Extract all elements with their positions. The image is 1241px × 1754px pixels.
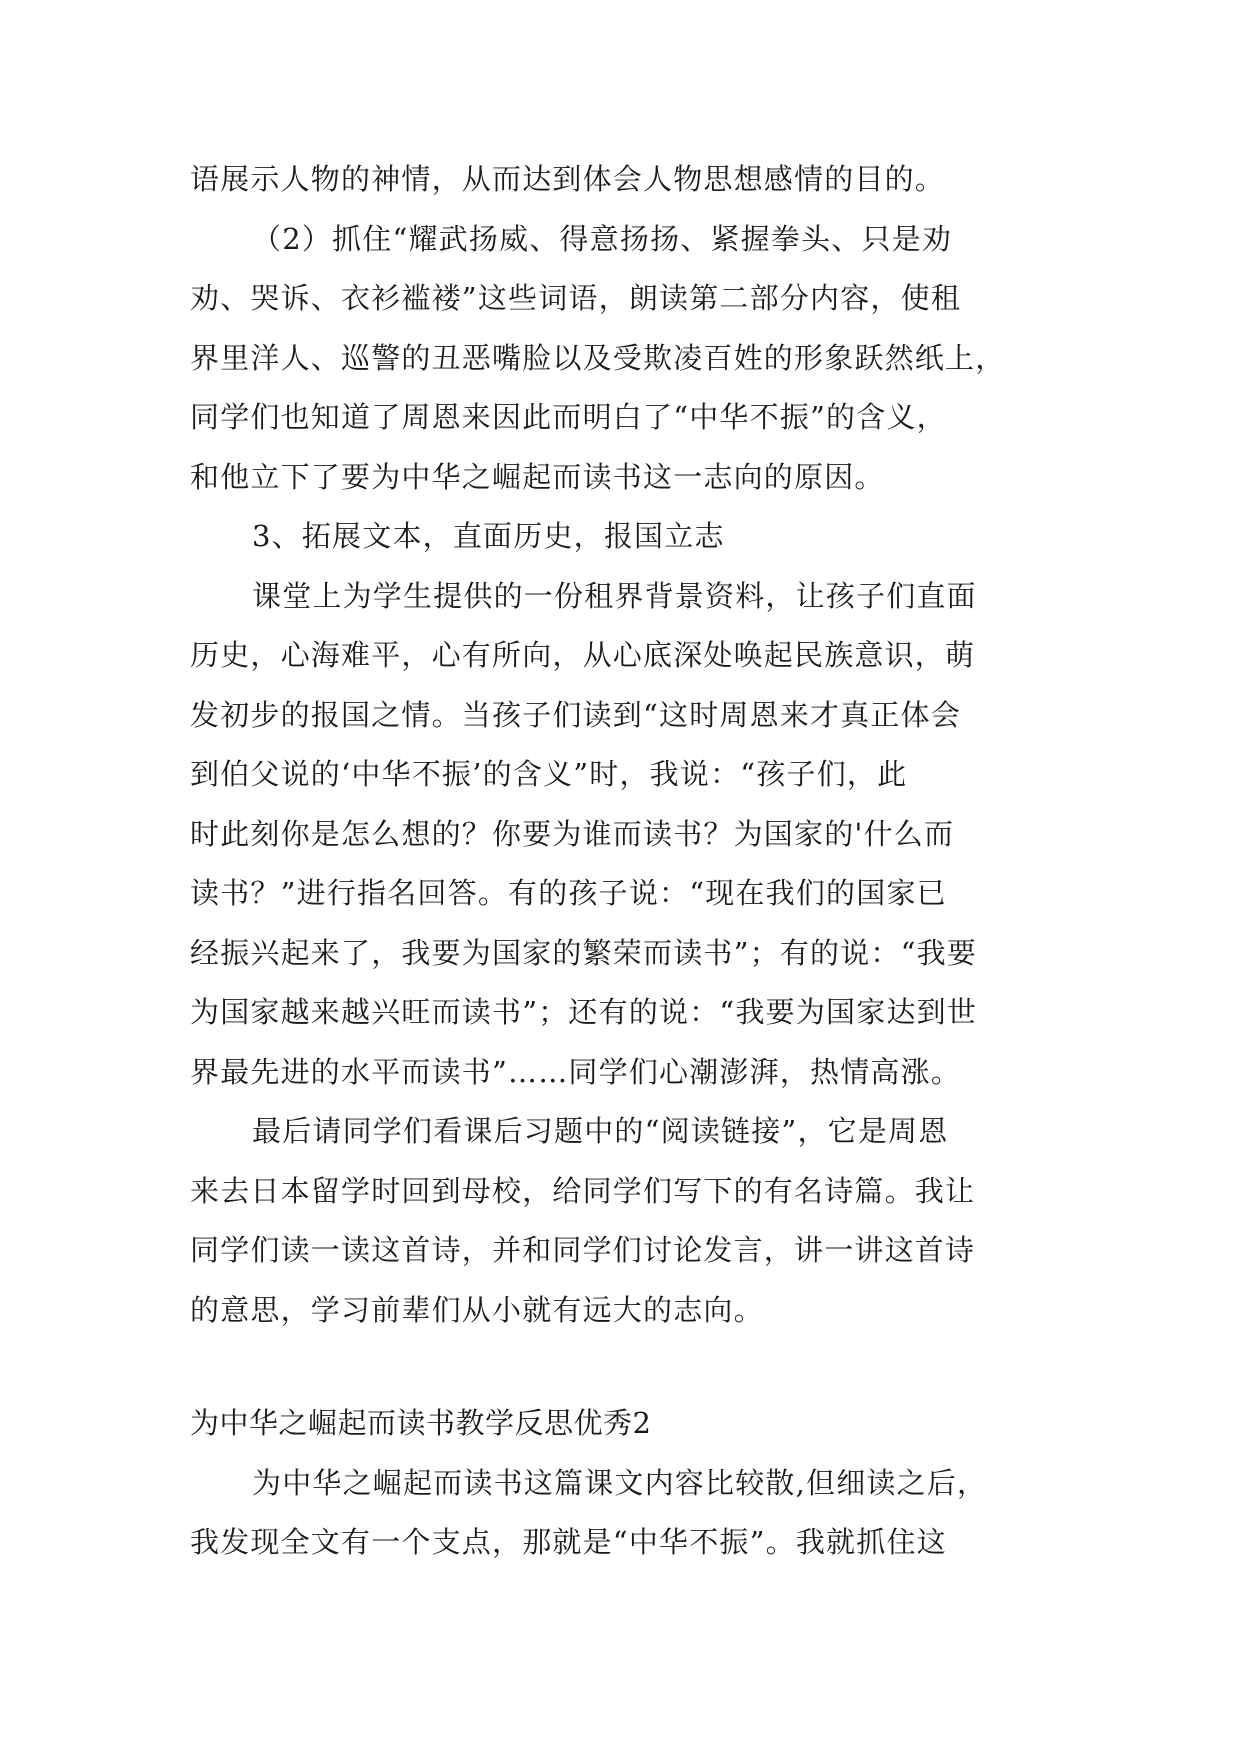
text-line: 来去日本留学时回到母校，给同学们写下的有名诗篇。我让: [190, 1173, 976, 1208]
text-line: 的意思，学习前辈们从小就有远大的志向。: [190, 1292, 764, 1327]
text-line: （2）抓住“耀武扬威、得意扬扬、紧握拳头、只是劝: [252, 221, 953, 256]
document-page: [190, 150, 1075, 1573]
text-line: 同学们也知道了周恩来因此而明白了“中华不振”的含义，: [190, 400, 947, 434]
text-line: 界里洋人、巡警的丑恶嘴脸以及受欺凌百姓的形象跃然纸上，: [190, 340, 1006, 375]
text-line: 历史，心海难平，心有所向，从心底深处唤起民族意识，萌: [190, 638, 976, 672]
subheading: 3、拓展文本，直面历史，报国立志: [252, 519, 725, 553]
text-line: 我发现全文有一个支点，那就是“中华不振”。我就抓住这: [190, 1525, 947, 1559]
section-title: 为中华之崛起而读书教学反思优秀2: [190, 1406, 652, 1440]
text-line: 界最先进的水平而读书”……同学们心潮澎湃，热情高涨。: [190, 1054, 962, 1089]
text-line: 最后请同学们看课后习题中的“阅读链接”，它是周恩: [252, 1114, 949, 1148]
text-line: 劝、哭诉、衣衫褴褛”这些词语，朗读第二部分内容，使租: [190, 281, 962, 315]
text-line: 同学们读一读这首诗，并和同学们讨论发言，讲一讲这首诗: [190, 1233, 976, 1267]
text-line: 语展示人物的神情，从而达到体会人物思想感情的目的。: [190, 162, 946, 196]
text-line: 和他立下了要为中华之崛起而读书这一志向的原因。: [190, 459, 885, 494]
text-line: 为国家越来越兴旺而读书”；还有的说：“我要为国家达到世: [190, 995, 978, 1029]
text-line: 读书？”进行指名回答。有的孩子说：“现在我们的国家已: [190, 876, 947, 910]
text-line: 时此刻你是怎么想的？你要为谁而读书？为国家的'什么而: [190, 816, 955, 851]
text-line: 为中华之崛起而读书这篇课文内容比较散,但细读之后，: [252, 1465, 988, 1500]
section-gap: [190, 1340, 1075, 1394]
text-line: 课堂上为学生提供的一份租界背景资料，让孩子们直面: [252, 578, 977, 613]
text-line: 到伯父说的‘中华不振’的含义”时，我说：“孩子们，此: [190, 757, 908, 791]
text-line: 发初步的报国之情。当孩子们读到“这时周恩来才真正体会: [190, 697, 962, 732]
text-line: 经振兴起来了，我要为国家的繁荣而读书”；有的说：“我要: [190, 935, 978, 970]
